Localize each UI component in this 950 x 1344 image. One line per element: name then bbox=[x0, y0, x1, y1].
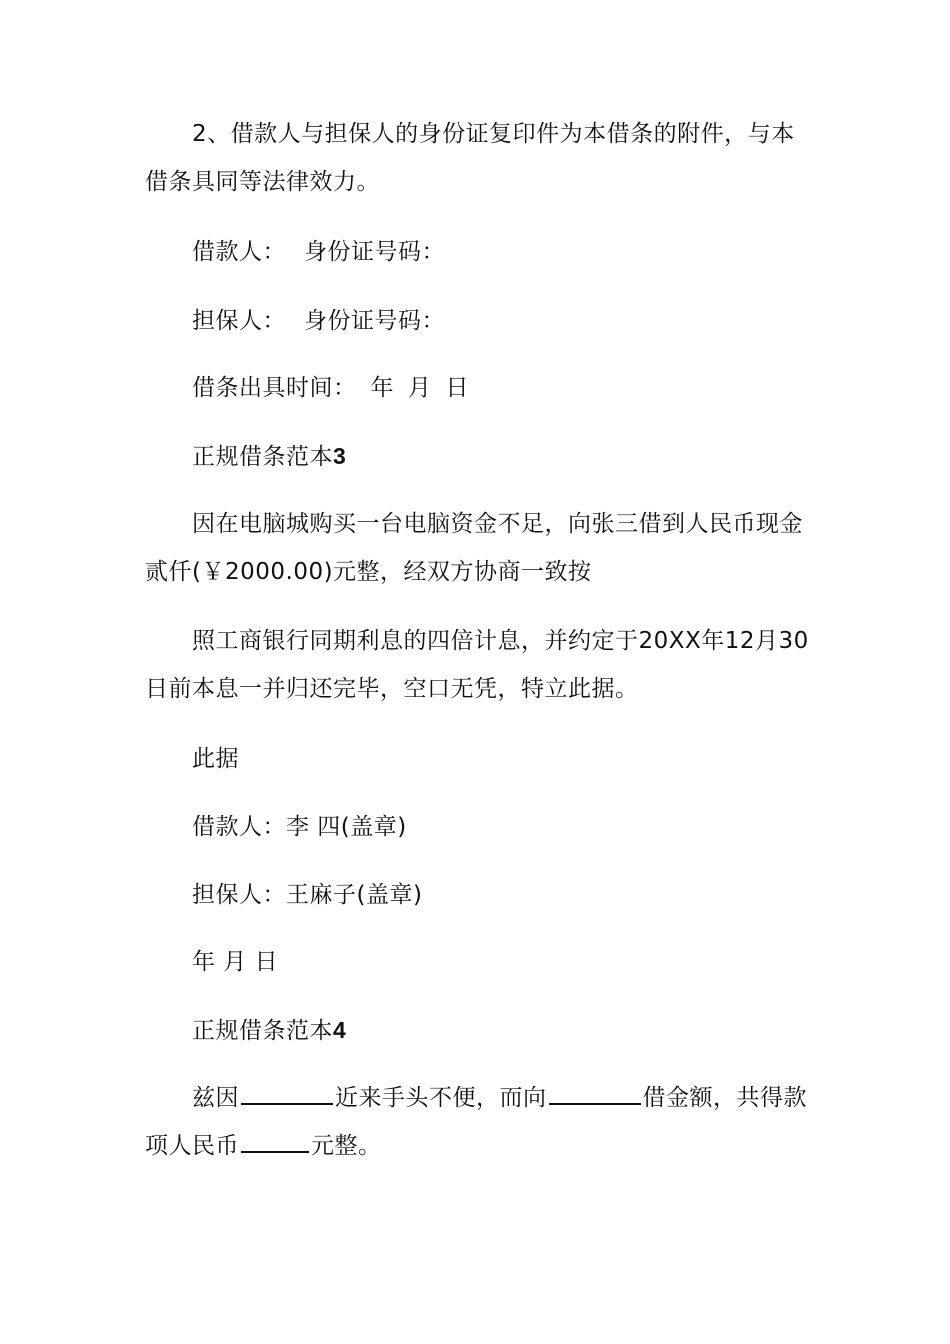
section-heading-4 bbox=[145, 1006, 810, 1055]
issue-month: 月 bbox=[408, 375, 432, 401]
issue-day: 日 bbox=[445, 375, 469, 401]
borrower-label: 借款人： bbox=[192, 239, 286, 265]
section-heading-3 bbox=[145, 432, 810, 481]
issue-date-line bbox=[145, 364, 810, 412]
guarantor-label: 担保人： bbox=[192, 308, 286, 334]
borrower-signature-line: 借款人：李 四(盖章) bbox=[192, 814, 407, 840]
signature-date-line: 年 月 日 bbox=[192, 949, 279, 975]
amount-blank bbox=[241, 1129, 309, 1153]
borrower-name-blank bbox=[241, 1081, 333, 1105]
heading-4-text: 正规借条范本 bbox=[192, 1018, 333, 1044]
iou-template-paragraph bbox=[145, 1074, 810, 1170]
iou-text-4: 元整。 bbox=[311, 1133, 382, 1159]
heading-3-number: 3 bbox=[333, 443, 347, 469]
heading-4-number: 4 bbox=[333, 1017, 347, 1043]
iou-text-1: 兹因 bbox=[192, 1085, 239, 1111]
lender-name-blank bbox=[549, 1081, 641, 1105]
heading-3-text: 正规借条范本 bbox=[192, 444, 333, 470]
guarantor-signature-line: 担保人：王麻子(盖章) bbox=[192, 882, 423, 908]
loan-reason-paragraph: 因在电脑城购买一台电脑资金不足，向张三借到人民币现金贰仟(￥2000.00)元整，经双方协商一致按 bbox=[145, 511, 803, 585]
hereby-text: 此据 bbox=[192, 746, 239, 772]
iou-text-3: 借金额，共得款项人民币 bbox=[145, 1085, 807, 1159]
guarantor-id-line bbox=[145, 297, 810, 345]
guarantor-id-label: 身份证号码： bbox=[304, 308, 445, 334]
clause-2-paragraph: 2、借款人与担保人的身份证复印件为本借条的附件，与本借条具同等法律效力。 bbox=[145, 121, 795, 195]
interest-terms-paragraph: 照工商银行同期利息的四倍计息，并约定于20XX年12月30日前本息一并归还完毕，空口无凭，特立此据。 bbox=[145, 628, 809, 702]
borrower-id-line bbox=[145, 228, 810, 276]
issue-date-label: 借条出具时间： bbox=[192, 375, 357, 401]
borrower-id-label: 身份证号码： bbox=[304, 239, 445, 265]
iou-text-2: 近来手头不便，而向 bbox=[335, 1085, 547, 1111]
issue-year: 年 bbox=[370, 375, 394, 401]
